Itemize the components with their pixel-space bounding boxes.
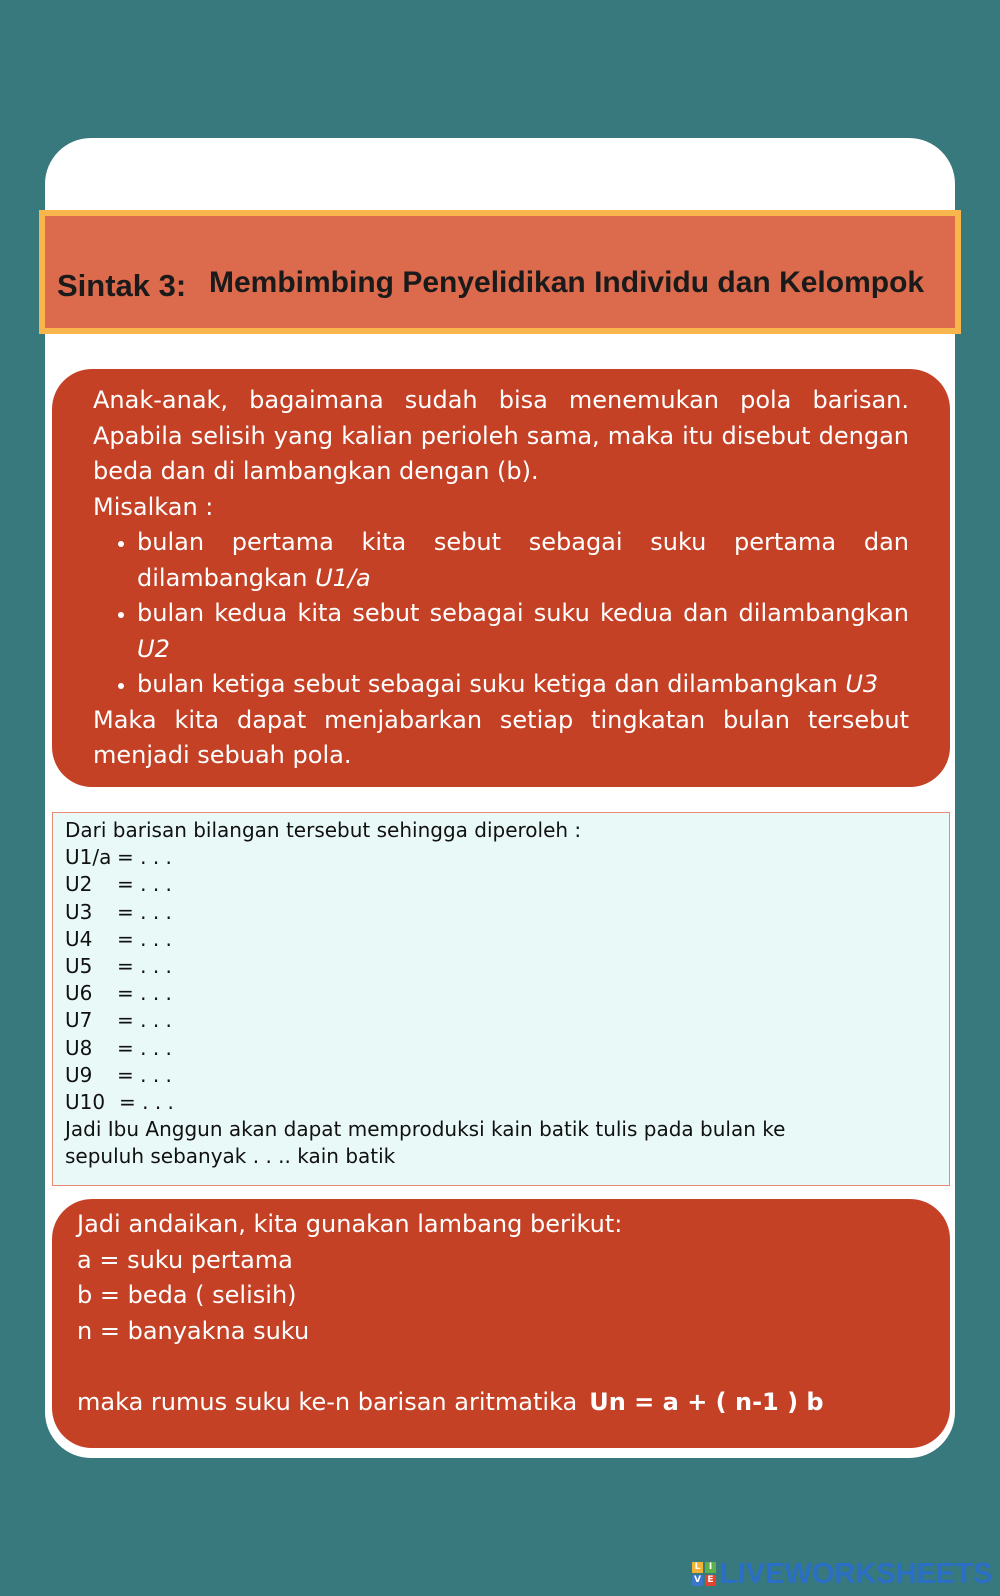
step-label: Sintak 3: — [57, 268, 187, 303]
month-list — [93, 525, 909, 703]
definition-item: n = banyakna suku — [77, 1316, 310, 1345]
definition-item: a = suku pertama — [77, 1245, 293, 1274]
list-item: • bulan kedua kita sebut sebagai suku kedua dan dilambangkan U2 — [137, 596, 909, 667]
term-row: U3 = . . . — [65, 899, 172, 924]
sequence-box — [52, 812, 950, 1186]
term-row: U10 = . . . — [65, 1090, 174, 1115]
section-title: Membimbing Penyelidikan Individu dan Kelompok — [209, 266, 925, 299]
conclusion-line: Jadi Ibu Anggun akan dapat memproduksi kain batik tulis pada bulan ke — [65, 1117, 786, 1142]
list-item: • bulan pertama kita sebut sebagai suku pertama dan dilambangkan U1/a — [137, 525, 909, 596]
formula-box — [52, 1199, 950, 1448]
intro-paragraph: Anak-anak, bagaimana sudah bisa menemukan pola barisan. Apabila selisih yang kalian perioleh sama, maka itu disebut dengan beda dan di lambangkan dengan (b). — [93, 386, 909, 485]
term-row: U2 = . . . — [65, 872, 172, 897]
term-row: U4 = . . . — [65, 926, 172, 951]
list-item: • bulan ketiga sebut sebagai suku ketiga dan dilambangkan U3 — [137, 667, 909, 703]
term-symbol: U3 — [845, 670, 879, 698]
section-header — [39, 210, 961, 334]
liveworksheets-brand[interactable] — [692, 1556, 992, 1592]
conclusion-line: sepuluh sebanyak . . .. kain batik — [65, 1144, 396, 1169]
intro-box — [52, 369, 950, 787]
term-row: U9 = . . . — [65, 1062, 172, 1087]
term-row: U1/a = . . . — [65, 845, 172, 870]
term-row: U5 = . . . — [65, 954, 172, 979]
term-row: U8 = . . . — [65, 1035, 172, 1060]
term-row: U6 = . . . — [65, 981, 172, 1006]
arithmetic-formula: Un = a + ( n-1 ) b — [589, 1387, 824, 1416]
sequence-heading: Dari barisan bilangan tersebut sehingga diperoleh : — [65, 818, 582, 842]
term-row: U7 = . . . — [65, 1008, 172, 1033]
term-symbol: U1/a — [315, 563, 371, 592]
formula-intro: Jadi andaikan, kita gunakan lambang berikut: — [77, 1210, 623, 1238]
formula-line: maka rumus suku ke-n barisan aritmatika Un = a + ( n-1 ) b — [77, 1387, 824, 1416]
term-symbol: U2 — [137, 634, 170, 663]
brand-name: LIVEWORKSHEETS — [720, 1557, 993, 1590]
liveworksheets-logo-icon: L I V E — [692, 1562, 716, 1586]
misalkan-label: Misalkan : — [93, 492, 214, 521]
definition-item: b = beda ( selisih) — [77, 1281, 297, 1309]
closing-paragraph: Maka kita dapat menjabarkan setiap tingkatan bulan tersebut menjadi sebuah pola. — [93, 705, 909, 769]
